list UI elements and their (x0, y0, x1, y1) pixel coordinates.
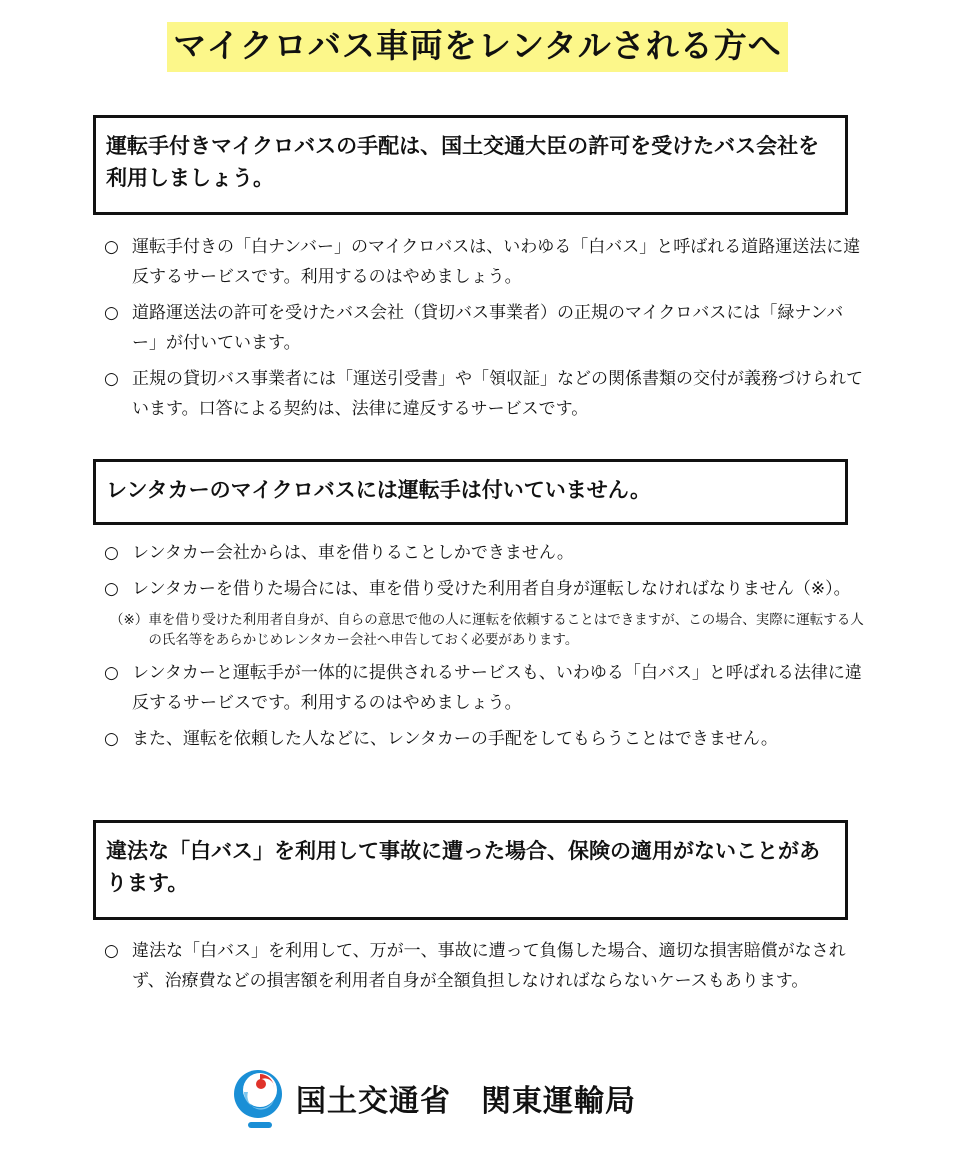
section-3-heading-box (93, 820, 848, 920)
section-1-list (104, 232, 864, 430)
circle-bullet-icon: ○ (104, 543, 119, 563)
mlit-emblem-icon (230, 1062, 290, 1134)
section-3-heading: 違法な「白バス」を利用して事故に遭った場合、保険の適用がないことがあります。 (106, 839, 820, 895)
circle-bullet-icon: ○ (104, 579, 119, 599)
section-1-heading: 運転手付きマイクロバスの手配は、国土交通大臣の許可を受けたバス会社を利用しましょう。 (106, 134, 820, 190)
section-2-heading: レンタカーのマイクロバスには運転手は付いていません。 (106, 478, 652, 502)
section-1-heading-box (93, 115, 848, 215)
list-item-text: 道路運送法の許可を受けたバス会社（貸切バス事業者）の正規のマイクロバスには「緑ナンバー」が付いています。 (132, 303, 844, 353)
circle-bullet-icon: ○ (104, 369, 119, 389)
list-item (104, 936, 864, 996)
footnote-text: 車を借り受けた利用者自身が、自らの意思で他の人に運転を依頼することはできますが、この場合、実際に運転する人の氏名等をあらかじめレンタカー会社へ申告しておく必要があります。 (148, 612, 864, 648)
list-item-text: レンタカーを借りた場合には、車を借り受けた利用者自身が運転しなければなりません（※）。 (132, 579, 851, 599)
footnote (110, 610, 864, 650)
list-item-text: レンタカーと運転手が一体的に提供されるサービスも、いわゆる「白バス」と呼ばれる法律に違反するサービスです。利用するのはやめましょう。 (132, 663, 862, 713)
circle-bullet-icon: ○ (104, 729, 119, 749)
circle-bullet-icon: ○ (104, 663, 119, 683)
list-item-text: レンタカー会社からは、車を借りることしかできません。 (132, 543, 574, 563)
section-2-list (104, 538, 864, 760)
page-title: マイクロバス車両をレンタルされる方へ (167, 22, 788, 72)
section-3-list (104, 936, 864, 1002)
list-item (104, 298, 864, 358)
list-item-text: 違法な「白バス」を利用して、万が一、事故に遭って負傷した場合、適切な損害賠償がなされず、治療費などの損害額を利用者自身が全額負担しなければならないケースもあります。 (132, 941, 846, 991)
list-item (104, 724, 864, 754)
title-area (0, 22, 955, 72)
bureau-name: 関東運輸局 (481, 1084, 636, 1119)
circle-bullet-icon: ○ (104, 941, 119, 961)
list-item (104, 538, 864, 568)
footnote-mark: （※） (110, 612, 149, 628)
circle-bullet-icon: ○ (104, 303, 119, 323)
list-item-text: 運転手付きの「白ナンバー」のマイクロバスは、いわゆる「白バス」と呼ばれる道路運送法に違反するサービスです。利用するのはやめましょう。 (132, 237, 861, 287)
list-item (104, 364, 864, 424)
organization-name: 国土交通省 (296, 1084, 451, 1119)
list-item (104, 232, 864, 292)
section-2-heading-box (93, 459, 848, 525)
list-item-text: 正規の貸切バス事業者には「運送引受書」や「領収証」などの関係書類の交付が義務づけられています。口答による契約は、法律に違反するサービスです。 (132, 369, 863, 419)
footer (230, 1058, 690, 1138)
list-item-text: また、運転を依頼した人などに、レンタカーの手配をしてもらうことはできません。 (132, 729, 778, 749)
list-item (104, 574, 864, 604)
list-item (104, 658, 864, 718)
circle-bullet-icon: ○ (104, 237, 119, 257)
